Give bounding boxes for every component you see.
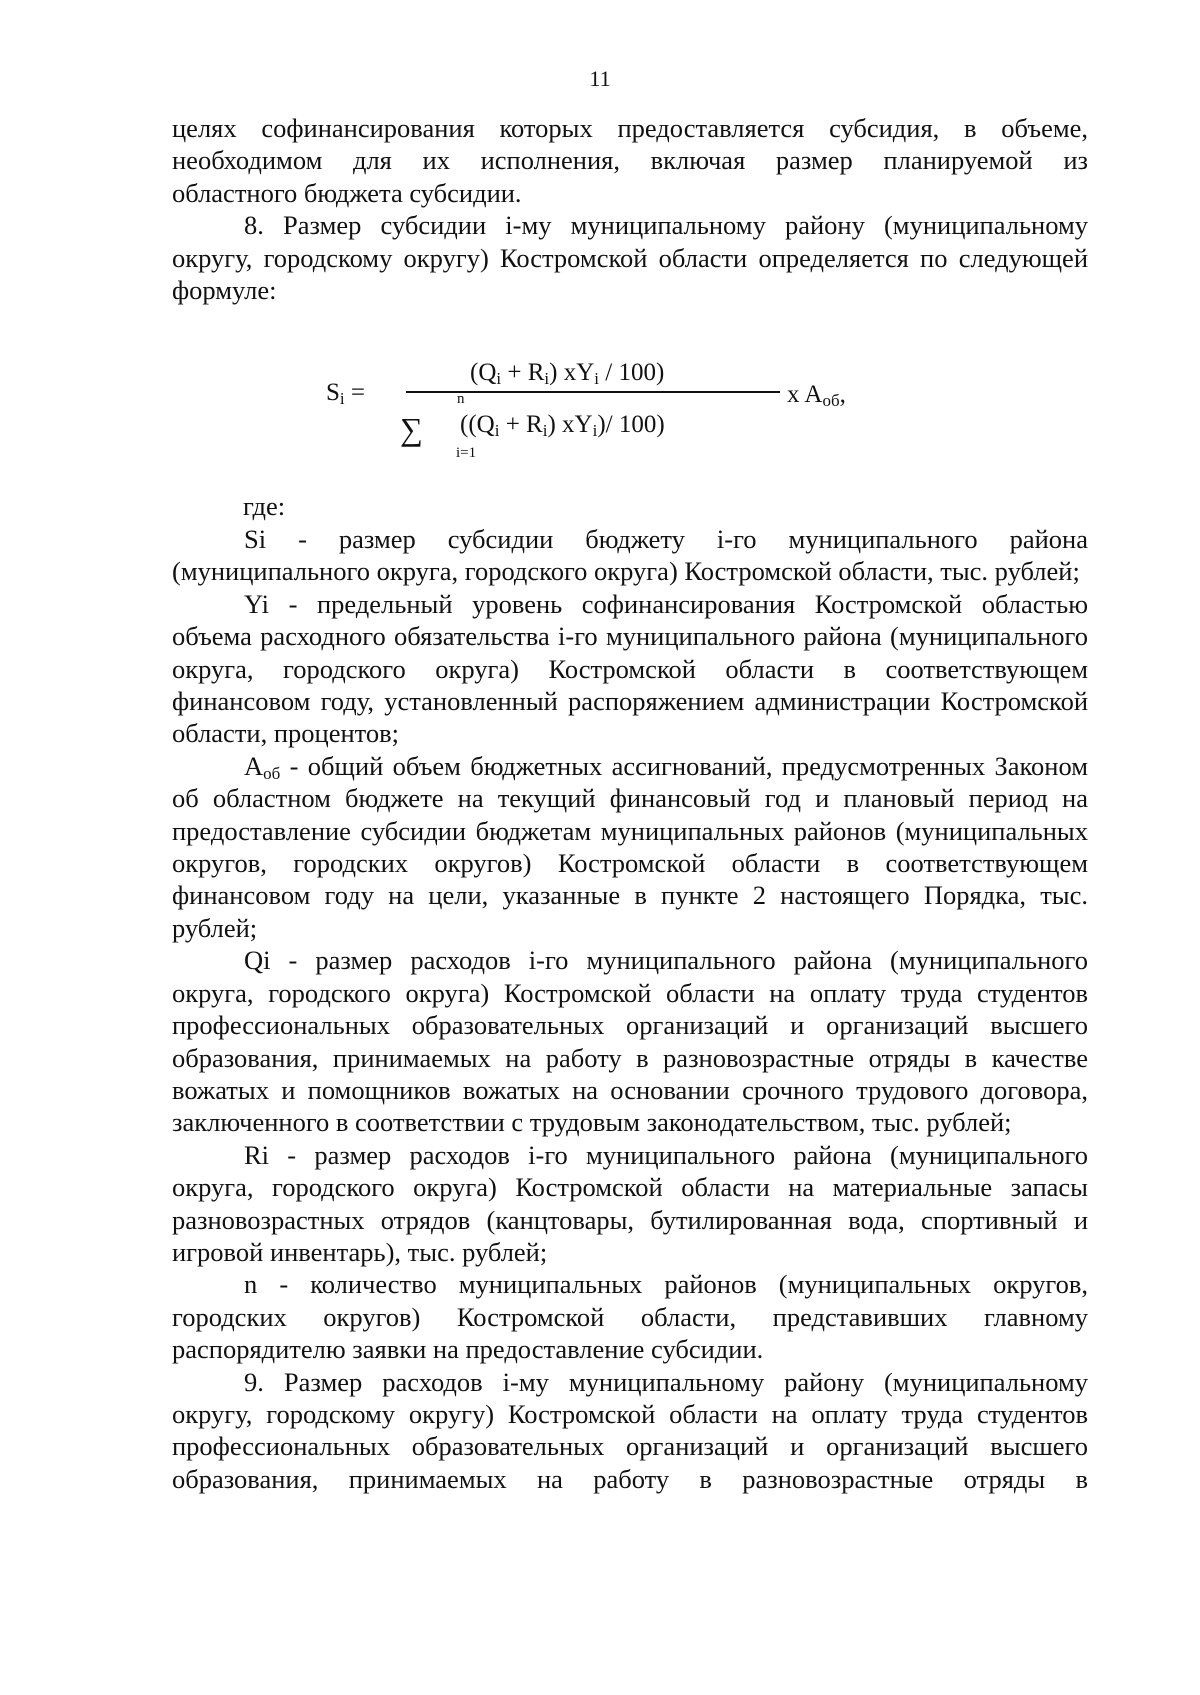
aob-subscript: об <box>263 763 281 783</box>
sum-upper-limit: n <box>457 391 465 407</box>
definition-qi: Qi - размер расходов i-го муниципального района (муниципального округа, городского округа) Костромской области на оплату труда студентов профессиональных образовательных организаций и организаций высшего образования, принимаемых на работу в разновозрастные отряды в качестве вожатых и помощников вожатых на основании срочного трудового договора, заключенного в соответствии с трудовым законодательством, тыс. рублей; <box>172 945 1088 1138</box>
item-8-paragraph: 8. Размер субсидии i-му муниципальному району (муниципальному округу, городскому округу) Костромской области определяется по следующей формуле: <box>172 210 1088 306</box>
intro-paragraph <box>172 112 1088 306</box>
formula-rhs: x Aоб, <box>787 381 846 410</box>
aob-text: - общий объем бюджетных ассигнований, предусмотренных Законом об областном бюджете на текущий финансовый год и плановый период на предоставление субсидии бюджетам муниципальных районов (муниципальных округов, городских округов) Костромской области в соответствующем финансовом году на цели, указанные в пункте 2 настоящего Порядка, тыс. рублей; <box>172 750 1088 943</box>
intro-line-2: необходимом для их исполнения, включая размер планируемой из <box>172 145 1088 176</box>
where-label: где: <box>243 491 286 521</box>
formula-equals: = <box>350 379 365 406</box>
definition-si: Si - размер субсидии бюджету i-го муниципального района (муниципального округа, городского округа) Костромской области, тыс. рублей; <box>172 524 1088 587</box>
definition-ri: Ri - размер расходов i-го муниципального района (муниципального округа, городского округа) Костромской области на материальные запасы разновозрастных отрядов (канцтовары, бутилированная вода, спортивный и игровой инвентарь), тыс. рублей; <box>172 1139 1088 1267</box>
formula-lhs-subscript: i <box>339 389 345 408</box>
sum-lower-limit: i=1 <box>456 445 477 461</box>
aob-symbol: А <box>244 750 264 781</box>
definitions-block <box>172 523 1088 1495</box>
sigma-symbol: ∑ <box>400 411 423 447</box>
definition-aob <box>172 750 1088 944</box>
intro-line-1: целях софинансирования которых предоставляется субсидия, в объеме, <box>172 113 1088 143</box>
page-number: 11 <box>589 66 611 91</box>
item-9-paragraph: 9. Размер расходов i-му муниципальному району (муниципальному округу, городскому округу) Костромской области на оплату труда студентов профессиональных образовательных организаций и организаций высшего образования, принимаемых на работу в разновозрастные отряды в <box>172 1366 1088 1494</box>
definition-yi: Yi - предельный уровень софинансирования Костромской областью объема расходного обязательства i-го муниципального района (муниципального округа, городского округа) Костромской области в соответствующем финансовом году, установленный распоряжением администрации Костромской области, процентов; <box>172 588 1088 749</box>
formula-denominator: ((Qi + Ri) xYi)/ 100) <box>460 411 665 440</box>
formula-lhs <box>326 379 365 407</box>
formula-numerator: (Qi + Ri) xYi / 100) <box>470 359 665 388</box>
intro-line-3: областного бюджета субсидии. <box>172 177 522 208</box>
definition-n: n - количество муниципальных районов (муниципальных округов, городских округов) Костромской области, представивших главному распорядителю заявки на предоставление субсидии. <box>172 1269 1088 1365</box>
subsidy-formula <box>0 355 1200 475</box>
formula-lhs-symbol: S <box>326 379 340 406</box>
